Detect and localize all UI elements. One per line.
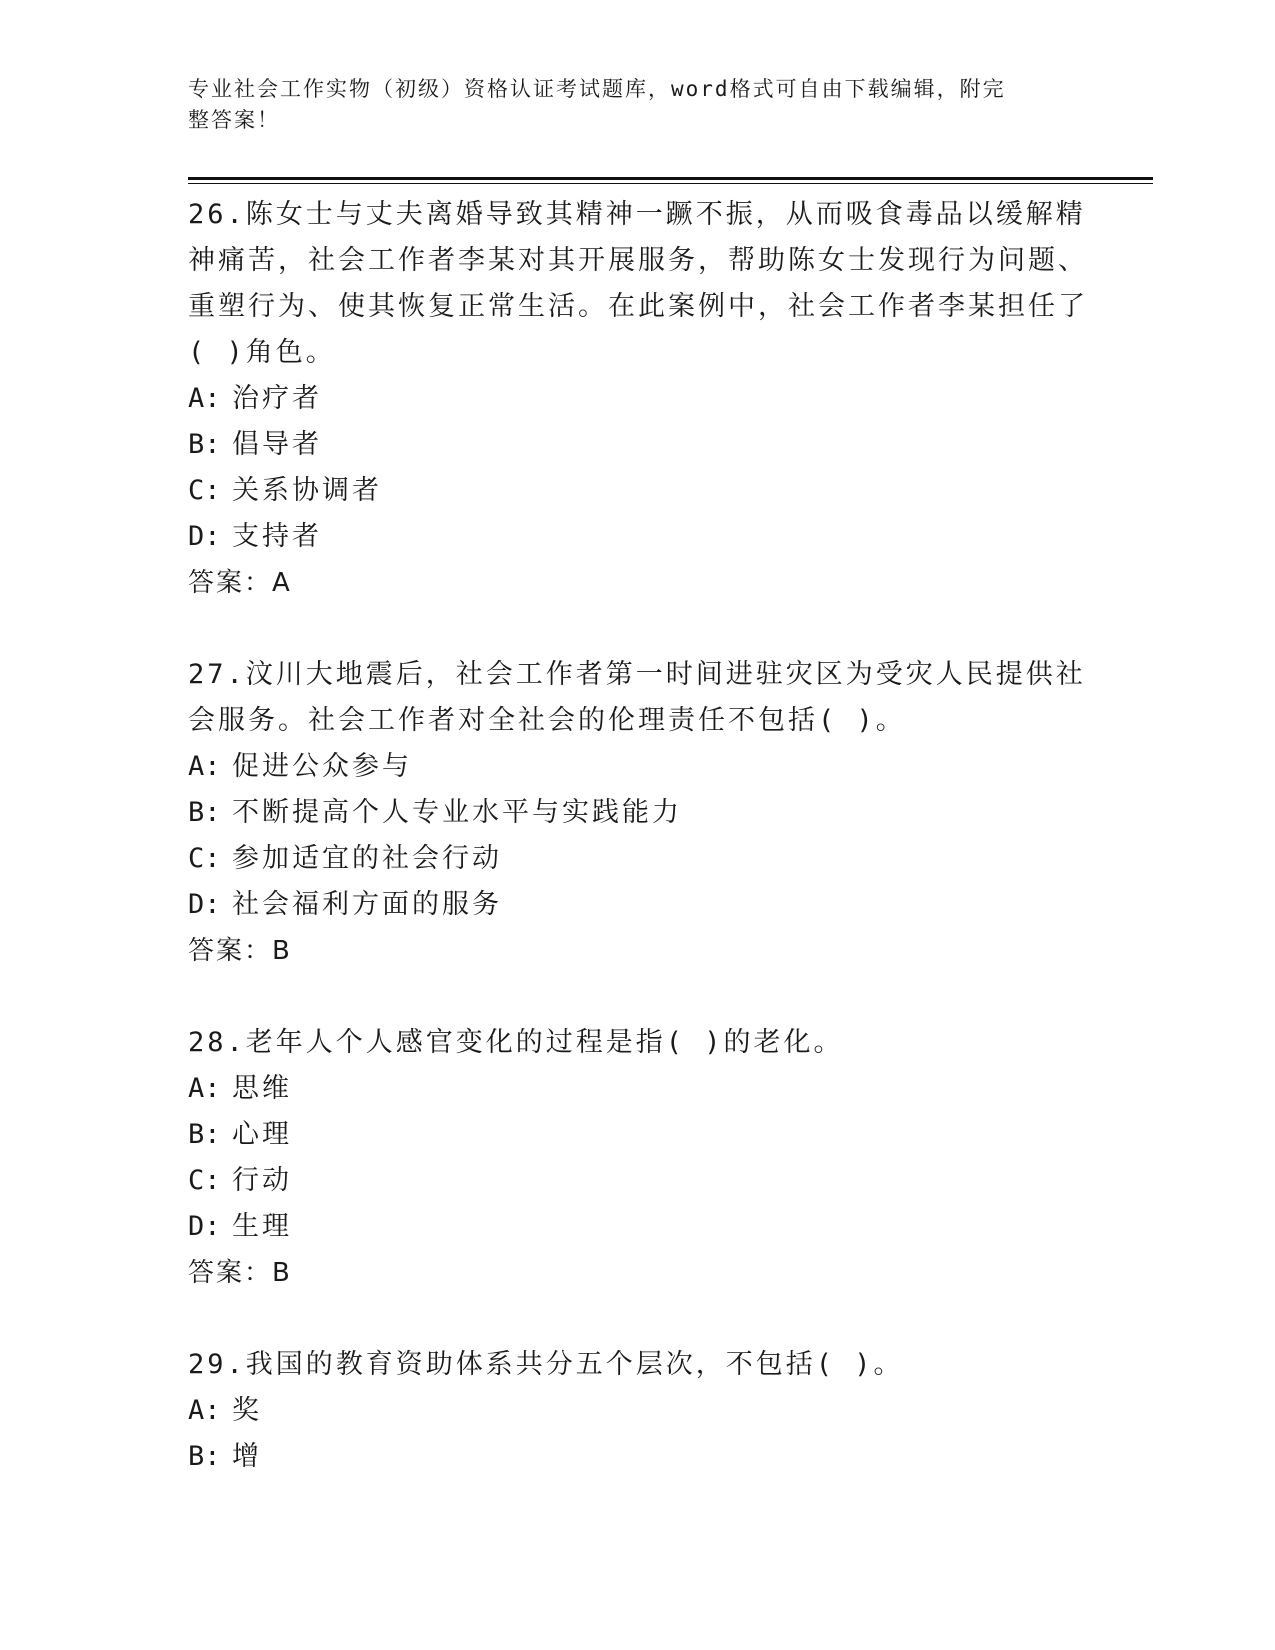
option-c (188, 836, 1088, 882)
document-header (188, 74, 1068, 136)
option-text: 不断提高个人专业水平与实践能力 (232, 797, 682, 828)
option-text: 思维 (232, 1073, 292, 1104)
question-text: 29.我国的教育资助体系共分五个层次，不包括( )。 (188, 1349, 904, 1380)
answer-line: 答案：B (188, 1258, 292, 1288)
question-28 (188, 1020, 1088, 1296)
option-text: 生理 (232, 1211, 292, 1242)
option-letter: B: (188, 1119, 221, 1150)
option-c (188, 1158, 1088, 1204)
question-26 (188, 192, 1088, 606)
option-letter: B: (188, 429, 221, 460)
option-a (188, 1388, 1088, 1434)
option-letter: A: (188, 751, 221, 782)
option-d (188, 514, 1088, 560)
option-b (188, 422, 1088, 468)
header-line-2: 整答案！ (188, 108, 280, 132)
question-text: 27.汶川大地震后，社会工作者第一时间进驻灾区为受灾人民提供社会服务。社会工作者对全社会的伦理责任不包括( )。 (188, 659, 1086, 736)
question-spacer (188, 606, 1088, 652)
question-spacer (188, 974, 1088, 1020)
option-text: 治疗者 (232, 383, 322, 414)
question-27 (188, 652, 1088, 974)
option-text: 增 (232, 1441, 262, 1472)
answer-line: 答案：B (188, 936, 292, 966)
option-a (188, 744, 1088, 790)
option-text: 倡导者 (232, 429, 322, 460)
option-letter: C: (188, 1165, 221, 1196)
question-spacer (188, 1296, 1088, 1342)
header-line-1: 专业社会工作实物（初级）资格认证考试题库，word格式可自由下载编辑，附完 (188, 77, 1006, 101)
option-letter: D: (188, 1211, 221, 1242)
option-a (188, 376, 1088, 422)
option-text: 参加适宜的社会行动 (232, 843, 502, 874)
option-letter: D: (188, 521, 221, 552)
option-letter: C: (188, 843, 221, 874)
answer-line: 答案：A (188, 568, 292, 598)
option-letter: B: (188, 797, 221, 828)
option-letter: A: (188, 383, 221, 414)
option-letter: B: (188, 1441, 221, 1472)
option-b (188, 1112, 1088, 1158)
option-text: 促进公众参与 (232, 751, 412, 782)
question-text: 26.陈女士与丈夫离婚导致其精神一蹶不振，从而吸食毒品以缓解精神痛苦，社会工作者李某对其开展服务，帮助陈女士发现行为问题、重塑行为、使其恢复正常生活。在此案例中，社会工作者李某担任了( )角色。 (188, 199, 1088, 368)
question-list (188, 192, 1088, 1480)
option-d (188, 1204, 1088, 1250)
option-text: 支持者 (232, 521, 322, 552)
question-29 (188, 1342, 1088, 1480)
option-letter: A: (188, 1073, 221, 1104)
question-text: 28.老年人个人感官变化的过程是指( )的老化。 (188, 1027, 844, 1058)
option-letter: A: (188, 1395, 221, 1426)
option-text: 行动 (232, 1165, 292, 1196)
option-b (188, 790, 1088, 836)
option-c (188, 468, 1088, 514)
header-divider-thick (188, 177, 1153, 180)
option-text: 社会福利方面的服务 (232, 889, 502, 920)
option-d (188, 882, 1088, 928)
option-a (188, 1066, 1088, 1112)
option-b (188, 1434, 1088, 1480)
header-divider-thin (188, 183, 1153, 184)
option-text: 心理 (232, 1119, 292, 1150)
option-letter: D: (188, 889, 221, 920)
option-letter: C: (188, 475, 221, 506)
option-text: 奖 (232, 1395, 262, 1426)
option-text: 关系协调者 (232, 475, 382, 506)
